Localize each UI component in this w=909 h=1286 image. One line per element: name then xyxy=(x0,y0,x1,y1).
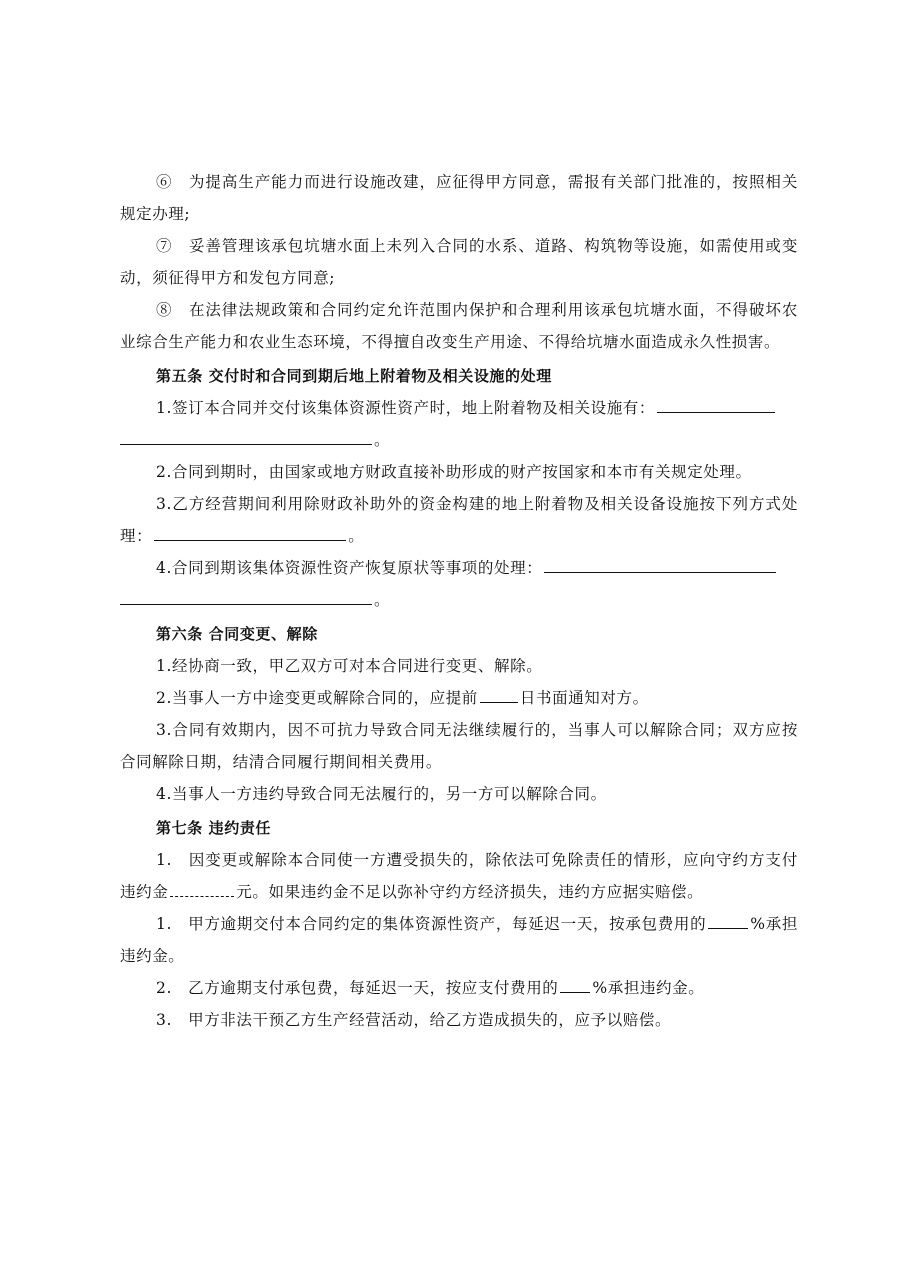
article-7-title: 第七条 违约责任 xyxy=(156,819,272,837)
article-6-p2-text: 2.当事人一方中途变更或解除合同的，应提前 xyxy=(156,689,478,707)
article-7-p1-text: 1. 因变更或解除本合同使一方遭受损失的，除依法可免除责任的情形，应向守约方支付违约金 xyxy=(120,851,798,901)
article-7-p3 xyxy=(120,972,798,1004)
blank-line[interactable] xyxy=(544,552,776,573)
article-7-p1 xyxy=(120,844,798,908)
article-5-title: 第五条 交付时和合同到期后地上附着物及相关设施的处理 xyxy=(156,367,552,385)
blank-line[interactable] xyxy=(120,584,372,605)
article-5-p1 xyxy=(120,392,798,424)
article-7-p4: 3. 甲方非法干预乙方生产经营活动，给乙方造成损失的，应予以赔偿。 xyxy=(156,1011,672,1029)
blank-line[interactable] xyxy=(120,424,372,445)
article-5-p4-text: 4.合同到期该集体资源性资产恢复原状等事项的处理： xyxy=(156,559,543,577)
period: 。 xyxy=(348,527,365,545)
article-6-p4: 4.当事人一方违约导致合同无法履行的，另一方可以解除合同。 xyxy=(156,785,607,803)
article-7-p3-tail: %承担违约金。 xyxy=(592,979,705,997)
article-7-p2-tail: %承担违约金。 xyxy=(120,915,799,965)
article-5-p4 xyxy=(120,552,798,584)
article-7-p2 xyxy=(120,908,798,972)
document-body xyxy=(120,166,798,1036)
days-blank[interactable] xyxy=(480,682,518,703)
article-5-p3 xyxy=(120,488,798,552)
article-7-p1-tail: 元。如果违约金不足以弥补守约方经济损失，违约方应据实赔偿。 xyxy=(236,883,704,901)
article-5-p1-text: 1.签订本合同并交付该集体资源性资产时，地上附着物及相关设施有： xyxy=(156,399,655,417)
blank-line[interactable] xyxy=(154,520,346,541)
item-6: ⑥ 为提高生产能力而进行设施改建，应征得甲方同意，需报有关部门批准的，按照相关规定办理; xyxy=(120,173,798,223)
period: 。 xyxy=(374,431,391,449)
article-6-p3: 3.合同有效期内，因不可抗力导致合同无法继续履行的，当事人可以解除合同；双方应按合同解除日期，结清合同履行期间相关费用。 xyxy=(120,721,798,771)
period: 。 xyxy=(374,591,391,609)
article-6-p1: 1.经协商一致，甲乙双方可对本合同进行变更、解除。 xyxy=(156,657,543,675)
article-5-p4-cont xyxy=(120,584,798,616)
blank-line[interactable] xyxy=(657,392,775,413)
article-5-p2: 2.合同到期时，由国家或地方财政直接补助形成的财产按国家和本市有关规定处理。 xyxy=(156,463,752,481)
article-5-p1-cont xyxy=(120,424,798,456)
percent-blank[interactable] xyxy=(708,908,748,929)
article-7-p2-text: 1. 甲方逾期交付本合同约定的集体资源性资产，每延迟一天，按承包费用的 xyxy=(156,915,707,933)
article-7-p3-text: 2. 乙方逾期支付承包费，每延迟一天，按应支付费用的 xyxy=(156,979,559,997)
item-8: ⑧ 在法律法规政策和合同约定允许范围内保护和合理利用该承包坑塘水面，不得破坏农业综合生产能力和农业生态环境，不得擅自改变生产用途、不得给坑塘水面造成永久性损害。 xyxy=(120,301,798,351)
article-6-title: 第六条 合同变更、解除 xyxy=(156,625,318,643)
article-5-p3-text: 3.乙方经营期间利用除财政补助外的资金构建的地上附着物及相关设备设施按下列方式处理： xyxy=(120,495,798,545)
article-6-p2-tail: 日书面通知对方。 xyxy=(519,689,649,707)
penalty-amount-blank[interactable] xyxy=(170,876,234,897)
percent-blank[interactable] xyxy=(560,972,590,993)
item-7: ⑦ 妥善管理该承包坑塘水面上未列入合同的水系、道路、构筑物等设施，如需使用或变动，须征得甲方和发包方同意; xyxy=(120,237,798,287)
article-6-p2 xyxy=(120,682,798,714)
